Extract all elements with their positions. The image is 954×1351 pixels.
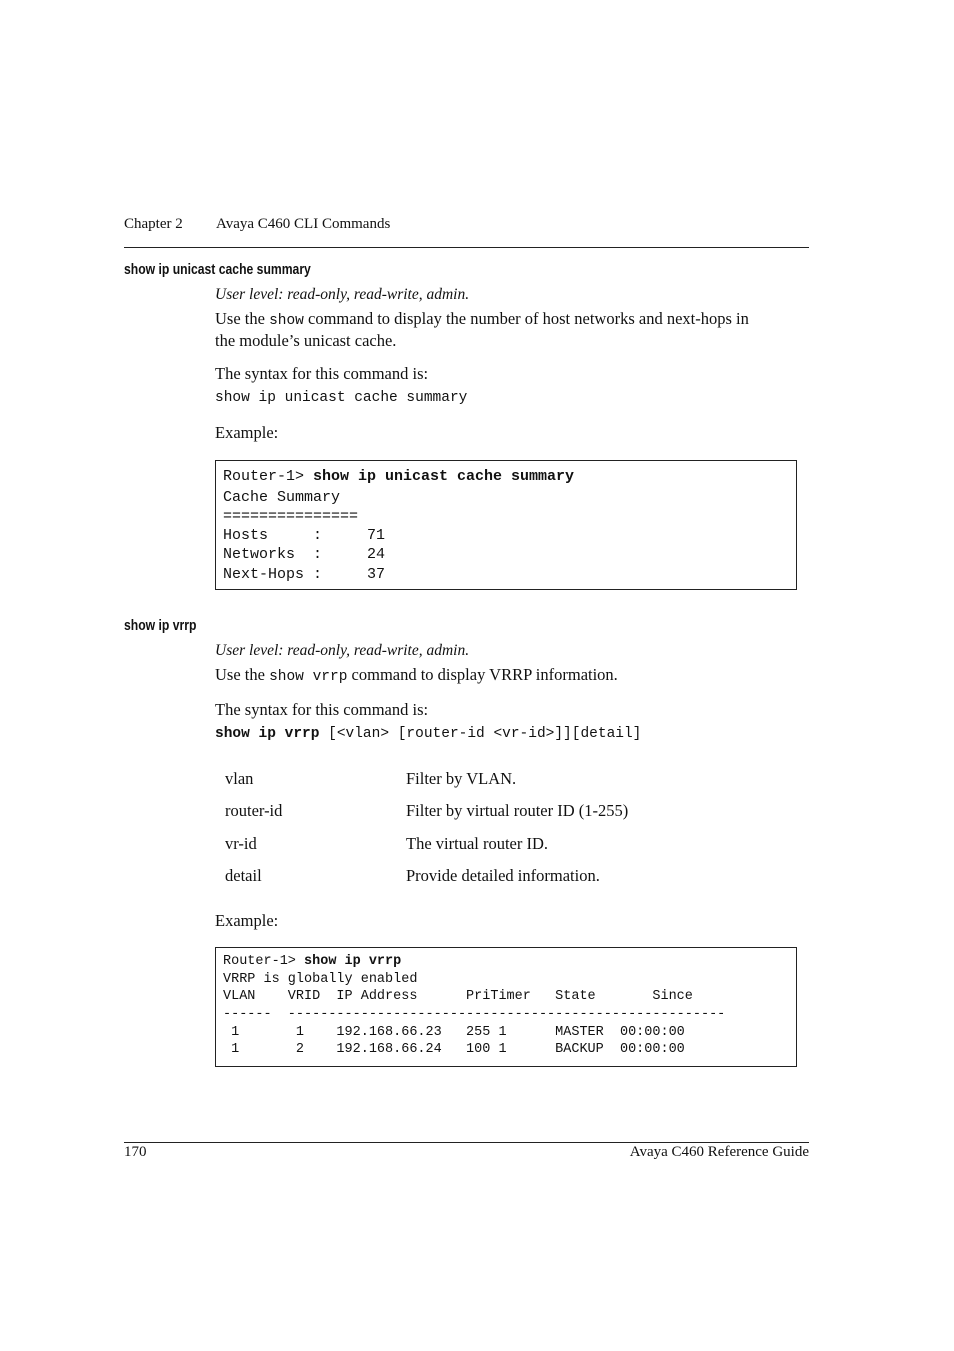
section-title-vrrp: show ip vrrp [124,618,197,634]
example-code-box-vrrp [215,947,797,1067]
chapter-label: Chapter 2 [124,216,183,232]
desc-suffix: command to display the number of host networks and next-hops in [303,309,749,328]
syntax-intro: The syntax for this command is: [215,700,429,719]
code-command-line [223,954,401,969]
section-title-unicast-cache: show ip unicast cache summary [124,262,311,278]
page-number: 170 [124,1144,147,1160]
desc-inline-code: show vrrp [269,669,348,685]
code-command: show ip vrrp [304,954,402,969]
example-label: Example: [215,423,279,442]
param-desc: Filter by virtual router ID (1-255) [406,801,629,820]
code-output-line: =============== [223,508,359,525]
desc-suffix: command to display VRRP information. [347,665,618,684]
syntax-args: [<vlan> [router-id <vr-id>]][detail] [319,726,642,742]
code-output-line: Hosts : 71 [223,527,386,544]
code-output-line: VRRP is globally enabled [223,972,418,987]
code-prompt: Router-1> [223,468,314,485]
code-command: show ip unicast cache summary [313,468,575,485]
user-level-text: User level: read-only, read-write, admin. [215,286,470,303]
param-desc: The virtual router ID. [406,834,549,853]
example-label: Example: [215,911,279,930]
code-output-line: ------ ------------------------------------------------------ [223,1007,726,1022]
code-output-line: VLAN VRID IP Address PriTimer State Since [223,989,693,1004]
command-description [215,665,815,687]
param-name: detail [225,866,262,885]
syntax-command: show ip vrrp [215,726,320,742]
desc-line-2: the module’s unicast cache. [215,331,397,350]
chapter-title: Avaya C460 CLI Commands [216,216,391,232]
footer-rule [124,1142,809,1143]
desc-prefix: Use the [215,309,270,328]
param-desc: Filter by VLAN. [406,769,517,788]
param-name: vr-id [225,834,257,853]
example-code-box-unicast [215,460,797,590]
desc-inline-code: show [269,313,304,329]
desc-prefix: Use the [215,665,270,684]
command-description [215,309,815,351]
syntax-intro: The syntax for this command is: [215,364,429,383]
syntax-line: show ip unicast cache summary [215,390,468,406]
code-command-line [223,468,574,485]
header-rule [124,247,809,248]
code-output-line: 1 2 192.168.66.24 100 1 BACKUP 00:00:00 [223,1042,685,1057]
param-desc: Provide detailed information. [406,866,600,885]
user-level-text: User level: read-only, read-write, admin. [215,642,470,659]
code-output-line: Networks : 24 [223,546,386,563]
code-output-line: Cache Summary [223,489,341,506]
param-name: router-id [225,801,283,820]
param-name: vlan [225,769,254,788]
syntax-line [215,726,641,742]
code-output-line: Next-Hops : 37 [223,566,386,583]
code-output-line: 1 1 192.168.66.23 255 1 MASTER 00:00:00 [223,1025,685,1040]
code-prompt: Router-1> [223,954,305,969]
guide-title: Avaya C460 Reference Guide [629,1144,809,1160]
